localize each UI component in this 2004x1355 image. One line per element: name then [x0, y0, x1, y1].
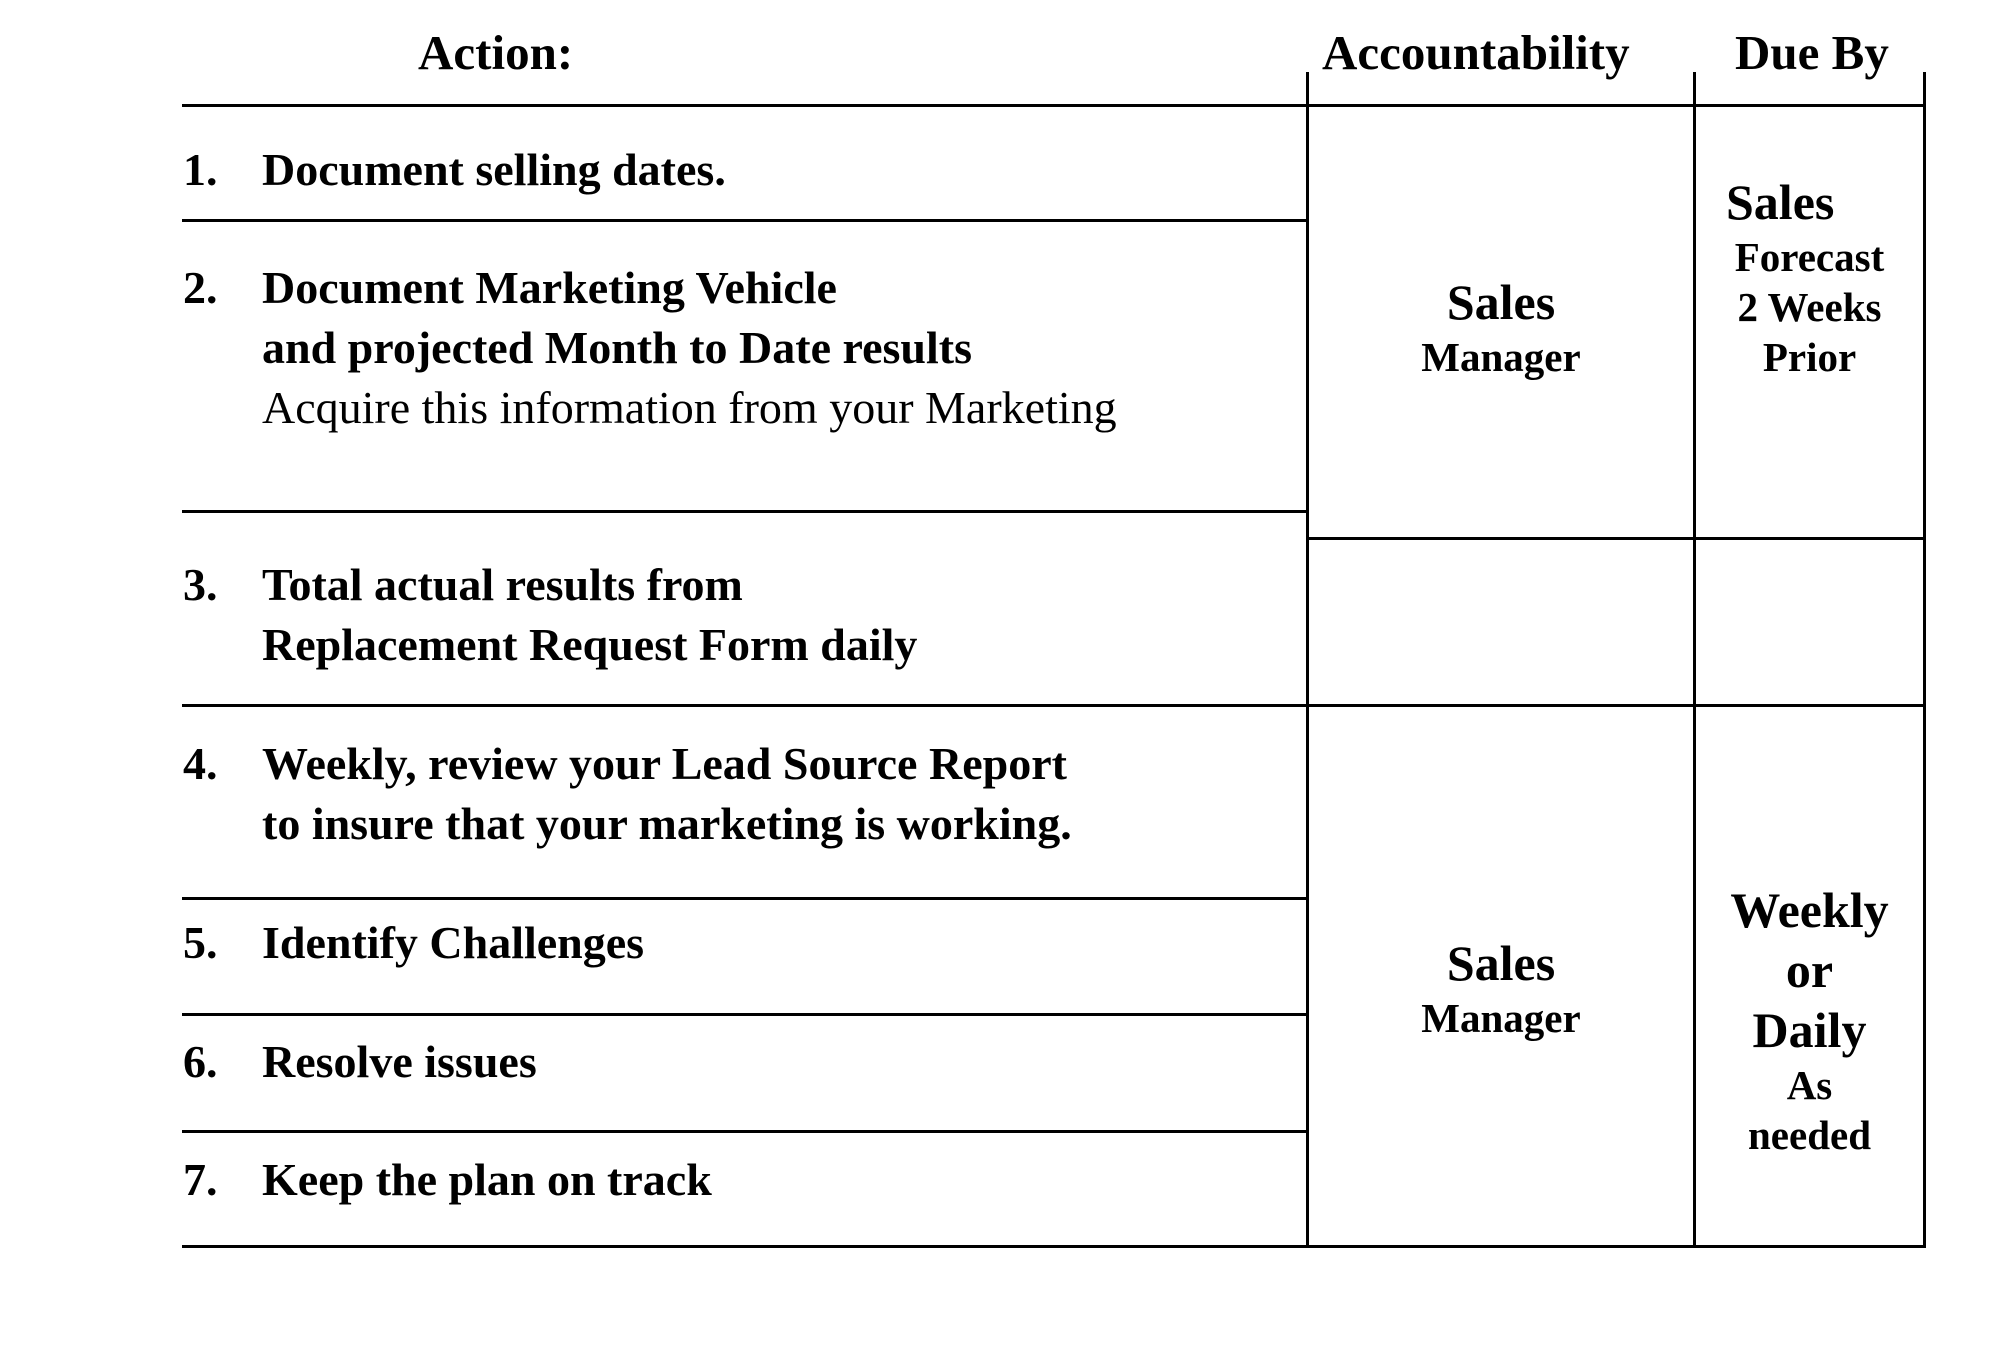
action-number-7: 7.	[183, 1154, 218, 1205]
due-by-2-line-3: Daily	[1752, 1002, 1867, 1058]
due-by-2-line-1: Weekly	[1730, 882, 1889, 938]
rule-bottom	[182, 1245, 1926, 1248]
due-by-2-line-5: needed	[1748, 1112, 1871, 1158]
rule-after-2	[182, 510, 1308, 513]
action-7-line-1: Keep the plan on track	[262, 1154, 712, 1205]
action-number-1: 1.	[183, 144, 218, 195]
col-divider-right	[1923, 72, 1926, 1248]
action-text-4	[262, 734, 1072, 854]
action-number-4: 4.	[183, 738, 218, 789]
rule-after-1	[182, 219, 1308, 222]
header-accountability: Accountability	[1322, 25, 1630, 80]
due-by-block-2	[1696, 880, 1923, 1160]
action-text-6	[262, 1032, 537, 1092]
action-number-6: 6.	[183, 1036, 218, 1087]
accountability-block-2	[1309, 933, 1693, 1043]
action-text-5	[262, 913, 644, 973]
action-2-line-3: Acquire this information from your Marketing	[262, 382, 1117, 433]
col-divider-left	[1306, 72, 1309, 1248]
header-due-by: Due By	[1735, 25, 1889, 80]
rule-after-5	[182, 1013, 1308, 1016]
header-action: Action:	[418, 25, 574, 80]
action-2-line-1: Document Marketing Vehicle	[262, 262, 837, 313]
accountability-2-line-1: Sales	[1446, 935, 1556, 991]
action-2-line-2: and projected Month to Date results	[262, 322, 972, 373]
due-by-1-line-3: 2 Weeks	[1737, 284, 1882, 330]
rule-after-3	[182, 704, 1308, 707]
due-by-2-line-2: or	[1785, 942, 1834, 998]
rule-header	[182, 104, 1308, 107]
action-1-line-1: Document selling dates.	[262, 144, 726, 195]
due-by-1-line-2: Forecast	[1734, 234, 1885, 280]
rule-after-4	[182, 897, 1308, 900]
due-by-block-1-title	[1726, 172, 1834, 232]
action-6-line-1: Resolve issues	[262, 1036, 537, 1087]
rule-right-top	[1307, 104, 1926, 107]
accountability-1-line-2: Manager	[1421, 334, 1581, 380]
action-3-line-2: Replacement Request Form daily	[262, 619, 918, 670]
action-4-line-1: Weekly, review your Lead Source Report	[262, 738, 1067, 789]
action-4-line-2: to insure that your marketing is working.	[262, 798, 1072, 849]
action-number-5: 5.	[183, 917, 218, 968]
action-5-line-1: Identify Challenges	[262, 917, 645, 968]
accountability-1-line-1: Sales	[1446, 274, 1556, 330]
rule-right-mid1	[1307, 537, 1926, 540]
due-by-1-line-4: Prior	[1762, 334, 1857, 380]
due-by-1-line-1: Sales	[1726, 174, 1835, 230]
action-text-3	[262, 555, 917, 675]
due-by-block-1-detail	[1696, 232, 1923, 382]
accountability-2-line-2: Manager	[1421, 995, 1581, 1041]
action-text-2	[262, 258, 1117, 438]
action-number-3: 3.	[183, 559, 218, 610]
action-number-2: 2.	[183, 262, 218, 313]
action-text-7	[262, 1150, 712, 1210]
action-3-line-1: Total actual results from	[262, 559, 743, 610]
rule-right-mid2	[1307, 704, 1926, 707]
due-by-2-line-4: As	[1786, 1062, 1833, 1108]
action-text-1	[262, 140, 726, 200]
rule-after-6	[182, 1130, 1308, 1133]
accountability-block-1	[1309, 272, 1693, 382]
